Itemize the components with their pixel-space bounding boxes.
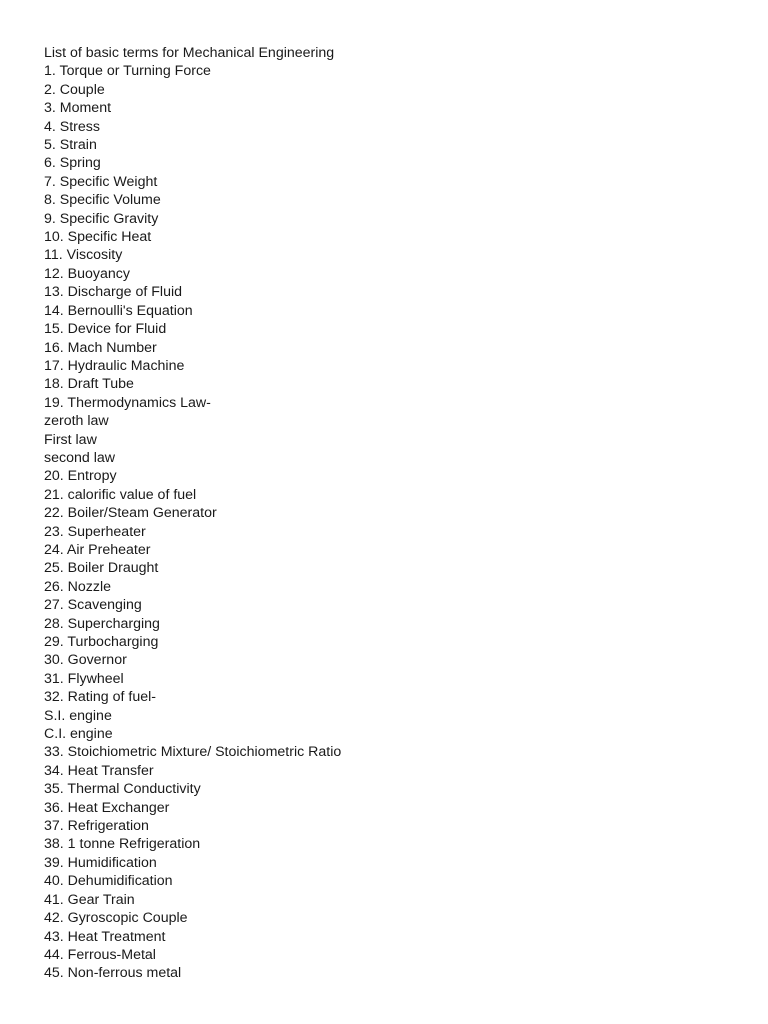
list-item: 23. Superheater — [44, 523, 146, 540]
list-item: 27. Scavenging — [44, 597, 142, 614]
list-item: First law — [44, 431, 97, 448]
list-item: 44. Ferrous-Metal — [44, 946, 156, 963]
list-item: 28. Supercharging — [44, 615, 160, 632]
list-item: 1. Torque or Turning Force — [44, 63, 211, 80]
list-item: 11. Viscosity — [44, 247, 123, 264]
list-item: 17. Hydraulic Machine — [44, 357, 185, 374]
list-item: 7. Specific Weight — [44, 173, 158, 190]
terms-list — [44, 62, 744, 982]
list-item: 4. Stress — [44, 118, 100, 135]
list-item: 8. Specific Volume — [44, 192, 161, 209]
list-item: 22. Boiler/Steam Generator — [44, 505, 217, 522]
list-item: 45. Non-ferrous metal — [44, 965, 182, 982]
list-item: 20. Entropy — [44, 468, 117, 485]
list-item: zeroth law — [44, 413, 109, 430]
list-item: 12. Buoyancy — [44, 265, 130, 282]
list-item: 35. Thermal Conductivity — [44, 781, 201, 798]
list-item: 21. calorific value of fuel — [44, 486, 197, 503]
list-item: 43. Heat Treatment — [44, 928, 166, 945]
list-item: 38. 1 tonne Refrigeration — [44, 836, 201, 853]
list-item: 18. Draft Tube — [44, 376, 134, 393]
list-item: 34. Heat Transfer — [44, 762, 154, 779]
list-item: 37. Refrigeration — [44, 818, 149, 835]
list-item: 31. Flywheel — [44, 670, 124, 687]
list-item: 9. Specific Gravity — [44, 210, 159, 227]
list-item: 39. Humidification — [44, 854, 157, 871]
list-item: 13. Discharge of Fluid — [44, 284, 183, 301]
list-item: 36. Heat Exchanger — [44, 799, 170, 816]
document-title: List of basic terms for Mechanical Engineering — [44, 45, 335, 61]
list-item: 26. Nozzle — [44, 578, 112, 595]
list-item: 42. Gyroscopic Couple — [44, 910, 188, 927]
list-item: 6. Spring — [44, 155, 101, 172]
list-item: 19. Thermodynamics Law- — [44, 394, 211, 411]
list-item: C.I. engine — [44, 726, 113, 743]
list-item: 10. Specific Heat — [44, 229, 152, 246]
list-item: 32. Rating of fuel- — [44, 689, 156, 706]
list-item: 33. Stoichiometric Mixture/ Stoichiometric Ratio — [44, 744, 342, 761]
list-item: 41. Gear Train — [44, 891, 135, 908]
list-item: 25. Boiler Draught — [44, 560, 159, 577]
document-page — [44, 44, 744, 983]
list-item: 14. Bernoulli's Equation — [44, 302, 193, 319]
list-item: 3. Moment — [44, 100, 112, 117]
list-item: 30. Governor — [44, 652, 127, 669]
list-item: 16. Mach Number — [44, 339, 157, 356]
list-item: 15. Device for Fluid — [44, 321, 167, 338]
list-item: 2. Couple — [44, 81, 105, 98]
list-item: S.I. engine — [44, 707, 112, 724]
list-item: second law — [44, 449, 115, 466]
list-item: 5. Strain — [44, 137, 97, 154]
list-item: 29. Turbocharging — [44, 634, 159, 650]
list-item: 24. Air Preheater — [44, 541, 151, 558]
list-item: 40. Dehumidification — [44, 873, 173, 890]
